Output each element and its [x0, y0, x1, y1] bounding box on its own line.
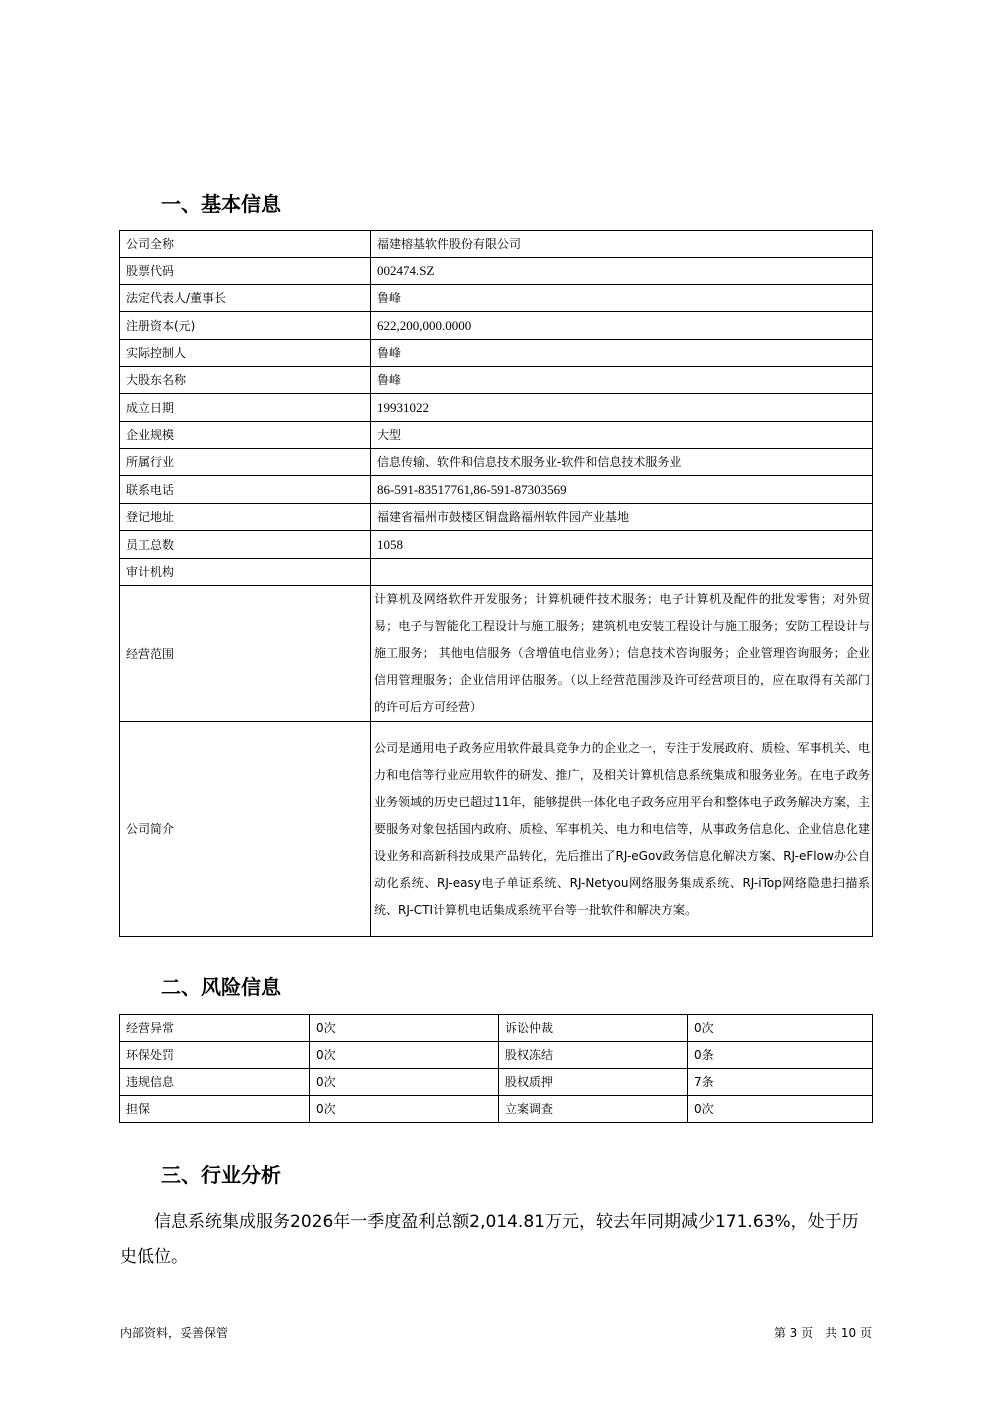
table-row: [120, 367, 873, 394]
row-label: 实际控制人: [120, 340, 371, 367]
risk-label: 环保处罚: [120, 1042, 310, 1069]
row-value: [371, 559, 873, 586]
row-label: 所属行业: [120, 449, 371, 476]
row-label: 公司全称: [120, 231, 371, 258]
row-label: 联系电话: [120, 476, 371, 504]
row-value: 鲁峰: [371, 340, 873, 367]
table-row: [120, 722, 873, 937]
table-row: [120, 285, 873, 312]
row-label: 股票代码: [120, 258, 371, 285]
row-value: 19931022: [371, 394, 873, 422]
row-label: 登记地址: [120, 504, 371, 531]
section-title-basic-info: 一、基本信息: [161, 192, 281, 216]
row-label: 企业规模: [120, 422, 371, 449]
risk-value: 0次: [310, 1096, 499, 1123]
table-row: [120, 449, 873, 476]
row-label: 法定代表人/董事长: [120, 285, 371, 312]
risk-label: 股权冻结: [499, 1042, 688, 1069]
risk-info-table: [119, 1014, 873, 1123]
row-value: 计算机及网络软件开发服务；计算机硬件技术服务；电子计算机及配件的批发零售；对外贸易；电子与智能化工程设计与施工服务；建筑机电安装工程设计与施工服务；安防工程设计与施工服务； 其他电信服务（含增值电信业务）；信息技术咨询服务；企业管理咨询服务；企业信用管理服务；企业信用评估服务。（以上经营范围涉及许可经营项目的，应在取得有关部门的许可后方可经营）: [371, 586, 873, 722]
row-value: 1058: [371, 531, 873, 559]
risk-value: 0条: [688, 1042, 873, 1069]
section-title-risk-info: 二、风险信息: [161, 975, 281, 999]
risk-label: 股权质押: [499, 1069, 688, 1096]
footer-confidential-note: 内部资料，妥善保管: [120, 1326, 229, 1340]
table-row: [120, 394, 873, 422]
table-row: [120, 559, 873, 586]
row-value: 公司是通用电子政务应用软件最具竞争力的企业之一，专注于发展政府、质检、军事机关、电力和电信等行业应用软件的研发、推广，及相关计算机信息系统集成和服务业务。在电子政务业务领域的历史已超过11年，能够提供一体化电子政务应用平台和整体电子政务解决方案，主要服务对象包括国内政府、质检、军事机关、电力和电信等，从事政务信息化、企业信息化建设业务和高新科技成果产品转化，先后推出了RJ-eGov政务信息化解决方案、RJ-eFlow办公自动化系统、RJ-easy电子单证系统、RJ-Netyou网络服务集成系统、RJ-iTop网络隐患扫描系统、RJ-CTI计算机电话集成系统平台等一批软件和解决方案。: [371, 722, 873, 937]
row-label: 审计机构: [120, 559, 371, 586]
table-row: [120, 1042, 873, 1069]
section-title-industry-analysis: 三、行业分析: [161, 1163, 281, 1187]
row-label: 公司简介: [120, 722, 371, 937]
row-value: 002474.SZ: [371, 258, 873, 285]
risk-value: 0次: [310, 1042, 499, 1069]
table-row: [120, 258, 873, 285]
row-label: 注册资本(元): [120, 312, 371, 340]
row-value: 86-591-83517761,86-591-87303569: [371, 476, 873, 504]
table-row: [120, 340, 873, 367]
table-row: [120, 1015, 873, 1042]
row-value: 622,200,000.0000: [371, 312, 873, 340]
row-label: 经营范围: [120, 586, 371, 722]
risk-label: 违规信息: [120, 1069, 310, 1096]
risk-value: 0次: [688, 1096, 873, 1123]
risk-value: 7条: [688, 1069, 873, 1096]
industry-paragraph: 信息系统集成服务2026年一季度盈利总额2,014.81万元，较去年同期减少171.63%，处于历史低位。: [120, 1212, 859, 1267]
table-row: [120, 1096, 873, 1123]
table-row: [120, 586, 873, 722]
table-row: [120, 1069, 873, 1096]
table-row: [120, 312, 873, 340]
row-value: 鲁峰: [371, 285, 873, 312]
basic-info-table: [119, 230, 873, 937]
risk-label: 立案调查: [499, 1096, 688, 1123]
table-row: [120, 504, 873, 531]
risk-value: 0次: [310, 1069, 499, 1096]
risk-value: 0次: [688, 1015, 873, 1042]
footer-page-number: 第 3 页 共 10 页: [773, 1326, 872, 1340]
row-value: 福建省福州市鼓楼区铜盘路福州软件园产业基地: [371, 504, 873, 531]
table-row: [120, 531, 873, 559]
row-label: 大股东名称: [120, 367, 371, 394]
row-value: 鲁峰: [371, 367, 873, 394]
row-value: 信息传输、软件和信息技术服务业-软件和信息技术服务业: [371, 449, 873, 476]
risk-value: 0次: [310, 1015, 499, 1042]
row-value: 大型: [371, 422, 873, 449]
row-label: 成立日期: [120, 394, 371, 422]
row-label: 员工总数: [120, 531, 371, 559]
risk-label: 担保: [120, 1096, 310, 1123]
risk-label: 经营异常: [120, 1015, 310, 1042]
table-row: [120, 422, 873, 449]
table-row: [120, 476, 873, 504]
table-row: [120, 231, 873, 258]
risk-label: 诉讼仲裁: [499, 1015, 688, 1042]
row-value: 福建榕基软件股份有限公司: [371, 231, 873, 258]
